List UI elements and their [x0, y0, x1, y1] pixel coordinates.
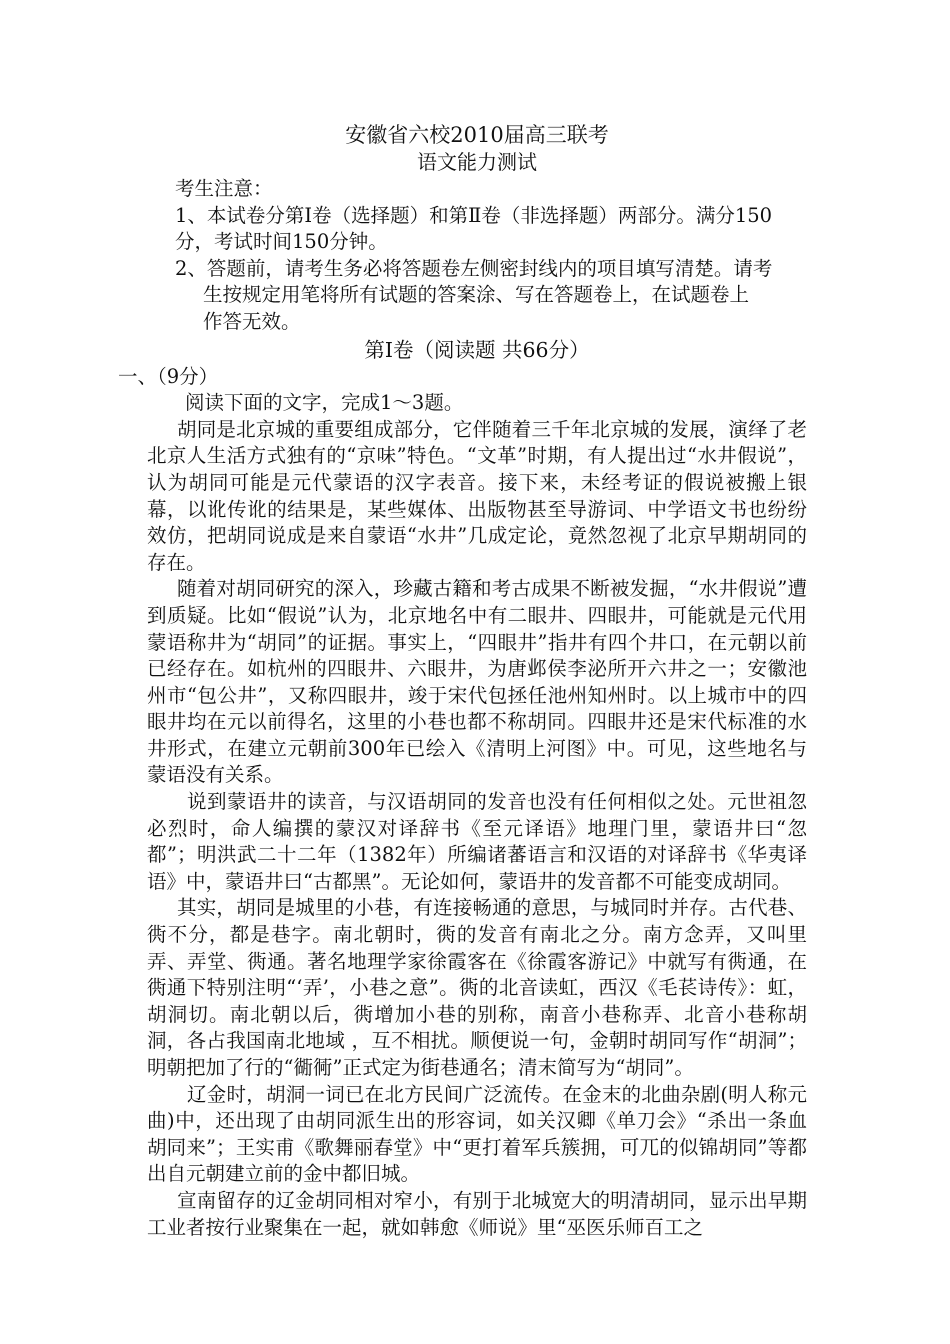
notice-item-1-line-2: 分，考试时间150分钟。: [175, 230, 388, 254]
passage-paragraph-1: 胡同是北京城的重要组成部分，它伴随着三千年北京城的发展，演绎了老北京人生活方式独有的“京味”特色。“文革”时期，有人提出过“水井假说”，认为胡同可能是元代蒙语的汉字表音。接下来，未经考证的假说被搬上银幕，以讹传讹的结果是，某些媒体、出版物甚至导游词、中学语文书也纷纷效仿，把胡同说成是来自蒙语“水井”几成定论，竟然忽视了北京早期胡同的存在。: [147, 417, 807, 574]
notice-item-2-line-2: 生按规定用笔将所有试题的答案涂、写在答题卷上，在试题卷上: [203, 283, 750, 307]
notice-heading: 考生注意：: [175, 177, 273, 200]
part-heading: 一、（9分）: [118, 364, 219, 388]
passage-paragraph-3: 说到蒙语井的读音，与汉语胡同的发音也没有任何相似之处。元世祖忽必烈时，命人编撰的蒙汉对译辞书《至元译语》地理门里，蒙语井曰“忽都”；明洪武二十二年（1382年）所编诸蕃语言和汉语的对译辞书《华夷译语》中，蒙语井曰“古都黑”。无论如何，蒙语井的发音都不可能变成胡同。: [147, 790, 807, 893]
passage-paragraph-2: 随着对胡同研究的深入，珍藏古籍和考古成果不断被发掘，“水井假说”遭到质疑。比如“假说”认为，北京地名中有二眼井、四眼井，可能就是元代用蒙语称井为“胡同”的证据。事实上，“四眼井”指井有四个井口，在元朝以前已经存在。如杭州的四眼井、六眼井，为唐邺侯李泌所开六井之一；安徽池州市“包公井”，又称四眼井，竣于宋代包拯任池州知州时。以上城市中的四眼井均在元以前得名，这里的小巷也都不称胡同。四眼井还是宋代标准的水井形式，在建立元朝前300年已绘入《清明上河图》中。可见，这些地名与蒙语没有关系。: [147, 577, 807, 787]
document-content: [118, 122, 807, 1241]
notice-item-2-line-3: 作答无效。: [203, 309, 301, 333]
notice-item-1: [175, 203, 807, 256]
notice-item-1-line-1: 1、本试卷分第Ⅰ卷（选择题）和第Ⅱ卷（非选择题）两部分。满分150: [175, 203, 773, 227]
exam-title: 安徽省六校2010届高三联考: [345, 123, 609, 147]
section-title: 第Ⅰ卷（阅读题 共66分）: [364, 337, 590, 362]
reading-instruction: 阅读下面的文字，完成1～3题。: [185, 391, 464, 415]
passage-paragraph-4: 其实，胡同是城里的小巷，有连接畅通的意思，与城同时并存。古代巷、衖不分，都是巷字。南北朝时，衖的发音有南北之分。南方念弄，又叫里弄、弄堂、衖通。著名地理学家徐霞客在《徐霞客游记》中就写有衖通，在衖通下特别注明“‘弄’，小巷之意”。衖的北音读虹，西汉《毛苌诗传》：虹，胡洞切。南北朝以后，衖增加小巷的别称，南音小巷称弄、北音小巷称胡洞，各占我国南北地域 ，互不相扰。顺便说一句，金朝时胡同写作“胡洞”；明朝把加了行的“衚衕”正式定为街巷通名；清末简写为“胡同”。: [147, 896, 807, 1079]
passage-paragraph-6: 宣南留存的辽金胡同相对窄小，有别于北城宽大的明清胡同，显示出早期工业者按行业聚集在一起，就如韩愈《师说》里“巫医乐师百工之: [147, 1188, 807, 1239]
exam-subtitle: 语文能力测试: [417, 150, 537, 174]
notice-item-2: [175, 256, 807, 336]
passage-paragraph-5: 辽金时，胡洞一词已在北方民间广泛流传。在金末的北曲杂剧(明人称元曲)中，还出现了由胡同派生出的形容词，如关汉卿《单刀会》“杀出一条血胡同来”；王实甫《歌舞丽春堂》中“更打着军兵簇拥，可兀的似锦胡同”等都出自元朝建立前的金中都旧城。: [147, 1082, 807, 1186]
notice-item-2-line-1: 2、答题前，请考生务必将答题卷左侧密封线内的项目填写清楚。请考: [175, 256, 773, 280]
